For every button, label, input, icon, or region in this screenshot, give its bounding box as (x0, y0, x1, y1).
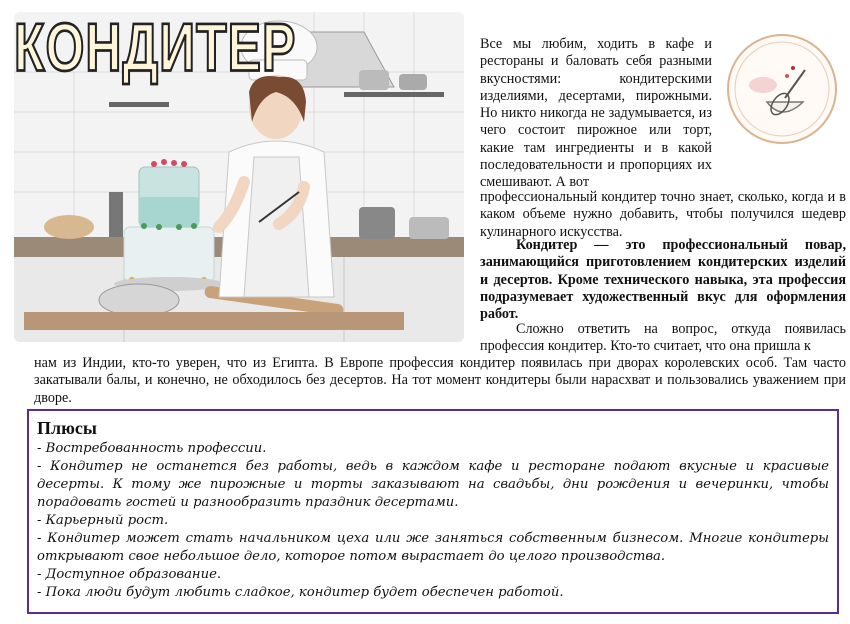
pros-heading: Плюсы (37, 418, 97, 438)
pros-box (27, 409, 839, 614)
history-paragraph-continued: нам из Индии, кто-то уверен, что из Египта. В Европе профессия кондитер появилась при дворах королевских особ. Там часто закатывали балы, и конечно, не обходилось без десертов. На тот момент кондитеры были нарасхват и пользовались уважением при дворе. (34, 355, 846, 406)
whisk-icon (723, 30, 841, 148)
definition-paragraph: Кондитер — это профессиональный повар, занимающийся приготовлением кондитерских изделий и десертов. Кроме технического навыка, эта профессия подразумевает художественный вкус для оформления работ. (480, 237, 846, 323)
pros-item: - Востребованность профессии. (37, 441, 267, 456)
intro-paragraph: Все мы любим, ходить в кафе и рестораны и баловать себя разными вкусностями: кондитерскими изделиями, десертами, пирожными. Но никто никогда не задумывается, из чего состоит пирожное или торт, какие там ингредиенты и в какой последовательности и пропорциях их смешивают. А вот (480, 36, 712, 191)
page-title: КОНДИТЕР (14, 9, 297, 86)
history-paragraph: Сложно ответить на вопрос, откуда появилась профессия кондитер. Кто-то считает, что она пришла к (480, 321, 846, 355)
pros-item: - Доступное образование. (37, 567, 222, 582)
pros-item: - Пока люди будут любить сладкое, кондитер будет обеспечен работой. (37, 585, 564, 600)
pros-item: - Кондитер не останется без работы, ведь в каждом кафе и ресторане подают вкусные и красивые десерты. К тому же пирожные и торты заказывают на свадьбы, дни рождения и вечеринки, чтобы порадовать гостей и разнообразить праздник десертами. (37, 459, 829, 510)
intro-paragraph-continued: профессиональный кондитер точно знает, сколько, когда и в каком объеме нужно добавить, чтобы получился шедевр кулинарного искусства. (480, 189, 846, 240)
pros-item: - Кондитер может стать начальником цеха или же заняться собственным бизнесом. Многие кондитеры открывают свое небольшое дело, которое потом вырастает до целого производства. (37, 531, 829, 564)
pros-item: - Карьерный рост. (37, 513, 169, 528)
